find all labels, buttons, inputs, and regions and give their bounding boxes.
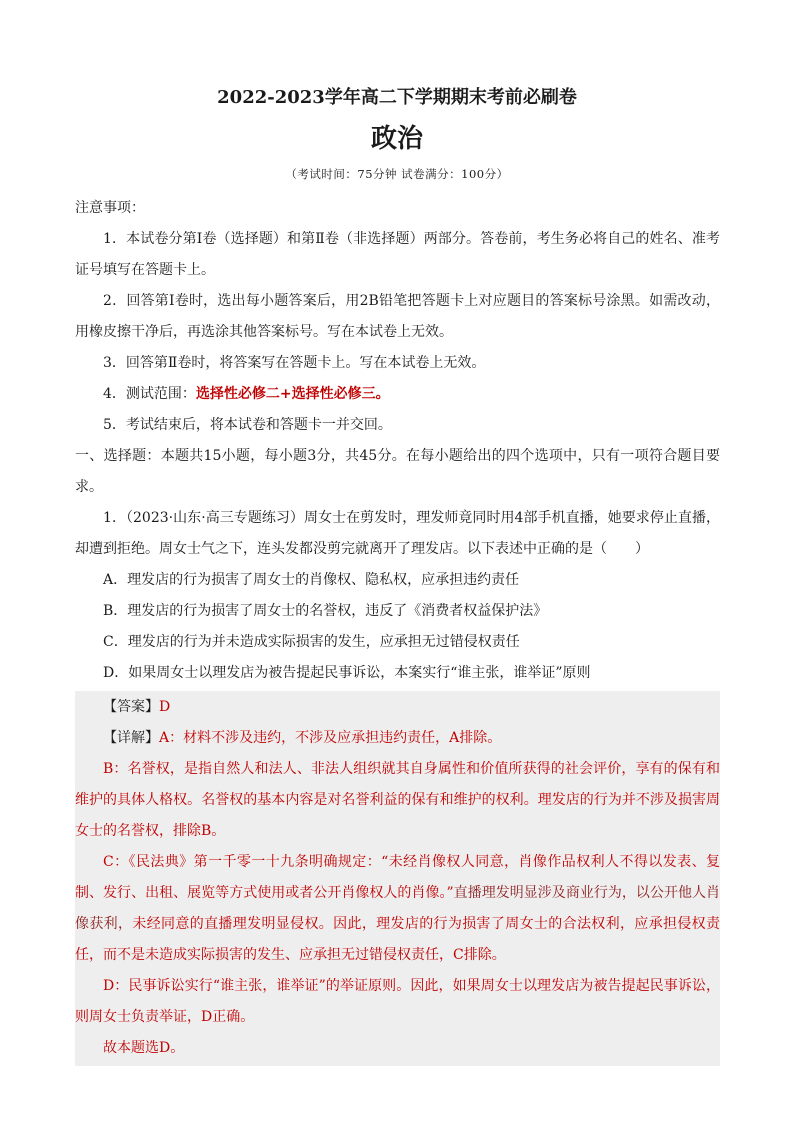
exam-title: 2022-2023学年高二下学期期末考前必刷卷 (217, 87, 577, 108)
notice-item-4 (75, 379, 720, 410)
question-stem: 1．（2023·山东·高三专题练习）周女士在剪发时，理发师竟同时用4部手机直播，她要求停止直播，却遭到拒绝。周女士气之下，连头发都没剪完就离开了理发店。以下表述中正确的是（ ） (75, 510, 720, 557)
option-a: A．理发店的行为损害了周女士的肖像权、隐私权，应承担违约责任 (103, 572, 520, 588)
detail-c-part3: 未经同意的直播理发明显侵权。因此，理发店的行为损害了周女士的合法权利，应承担侵权责任，而不是未造成实际损害的发生、应承担无过错侵权责任，C排除。 (75, 916, 721, 963)
detail-a-line (75, 723, 720, 754)
notice-heading: 注意事项： (75, 200, 145, 216)
detail-label: 【详解】 (103, 730, 159, 746)
subject-title: 政治 (370, 124, 423, 154)
conclusion: 故本题选D。 (103, 1040, 185, 1056)
notice-item-1: 1．本试卷分第Ⅰ卷（选择题）和第Ⅱ卷（非选择题）两部分。答卷前，考生务必将自己的姓名、准考证号填写在答题卡上。 (75, 231, 720, 278)
answer-label: 【答案】 (103, 699, 159, 715)
answer-block (75, 691, 720, 1066)
section-heading: 一、选择题：本题共15小题，每小题3分，共45分。在每小题给出的四个选项中，只有一项符合题目要求。 (75, 448, 720, 495)
option-d: D．如果周女士以理发店为被告提起民事诉讼，本案实行“谁主张，谁举证”原则 (103, 665, 591, 681)
notice-item-4-prefix: 4．测试范围： (103, 386, 196, 402)
notice-item-3: 3．回答第Ⅱ卷时，将答案写在答题卡上。写在本试卷上无效。 (103, 355, 486, 371)
detail-c (75, 847, 720, 971)
option-b: B．理发店的行为损害了周女士的名誉权，违反了《消费者权益保护法》 (103, 603, 548, 619)
exam-content (75, 196, 720, 1066)
answer-line (75, 692, 720, 723)
exam-info: （考试时间：75分钟 试卷满分：100分） (285, 167, 509, 181)
detail-a: A：材料不涉及违约，不涉及应承担违约责任，A排除。 (159, 730, 502, 746)
answer-value: D (159, 699, 171, 715)
detail-d: D：民事诉讼实行“谁主张，谁举证”的举证原则。因此，如果周女士以理发店为被告提起民事诉讼，则周女士负责举证，D正确。 (75, 978, 720, 1025)
test-scope: 选择性必修二+选择性必修三。 (195, 386, 390, 402)
option-c: C．理发店的行为并未造成实际损害的发生，应承担无过错侵权责任 (103, 634, 520, 650)
detail-b: B：名誉权，是指自然人和法人、非法人组织就其自身属性和价值所获得的社会评价，享有的保有和维护的具体人格权。名誉权的基本内容是对名誉利益的保有和维护的权利。理发店的行为并不涉及损害周女士的名誉权，排除B。 (75, 761, 720, 839)
detail-c-part2: 直播理发明显涉及商业行为，以公开他人肖像获利， (75, 885, 721, 932)
notice-item-2: 2．回答第Ⅰ卷时，选出每小题答案后，用2B铅笔把答题卡上对应题目的答案标号涂黑。如需改动，用橡皮擦干净后，再选涂其他答案标号。写在本试卷上无效。 (75, 293, 720, 340)
notice-item-5: 5．考试结束后，将本试卷和答题卡一并交回。 (103, 417, 392, 433)
detail-c-part1: C：《民法典》第一千零一十九条明确规定：“未经肖像权人同意，肖像作品权利人不得以发表、复制、发行、出租、展览等方式使用或者公开肖像权人的肖像。” (75, 854, 720, 901)
